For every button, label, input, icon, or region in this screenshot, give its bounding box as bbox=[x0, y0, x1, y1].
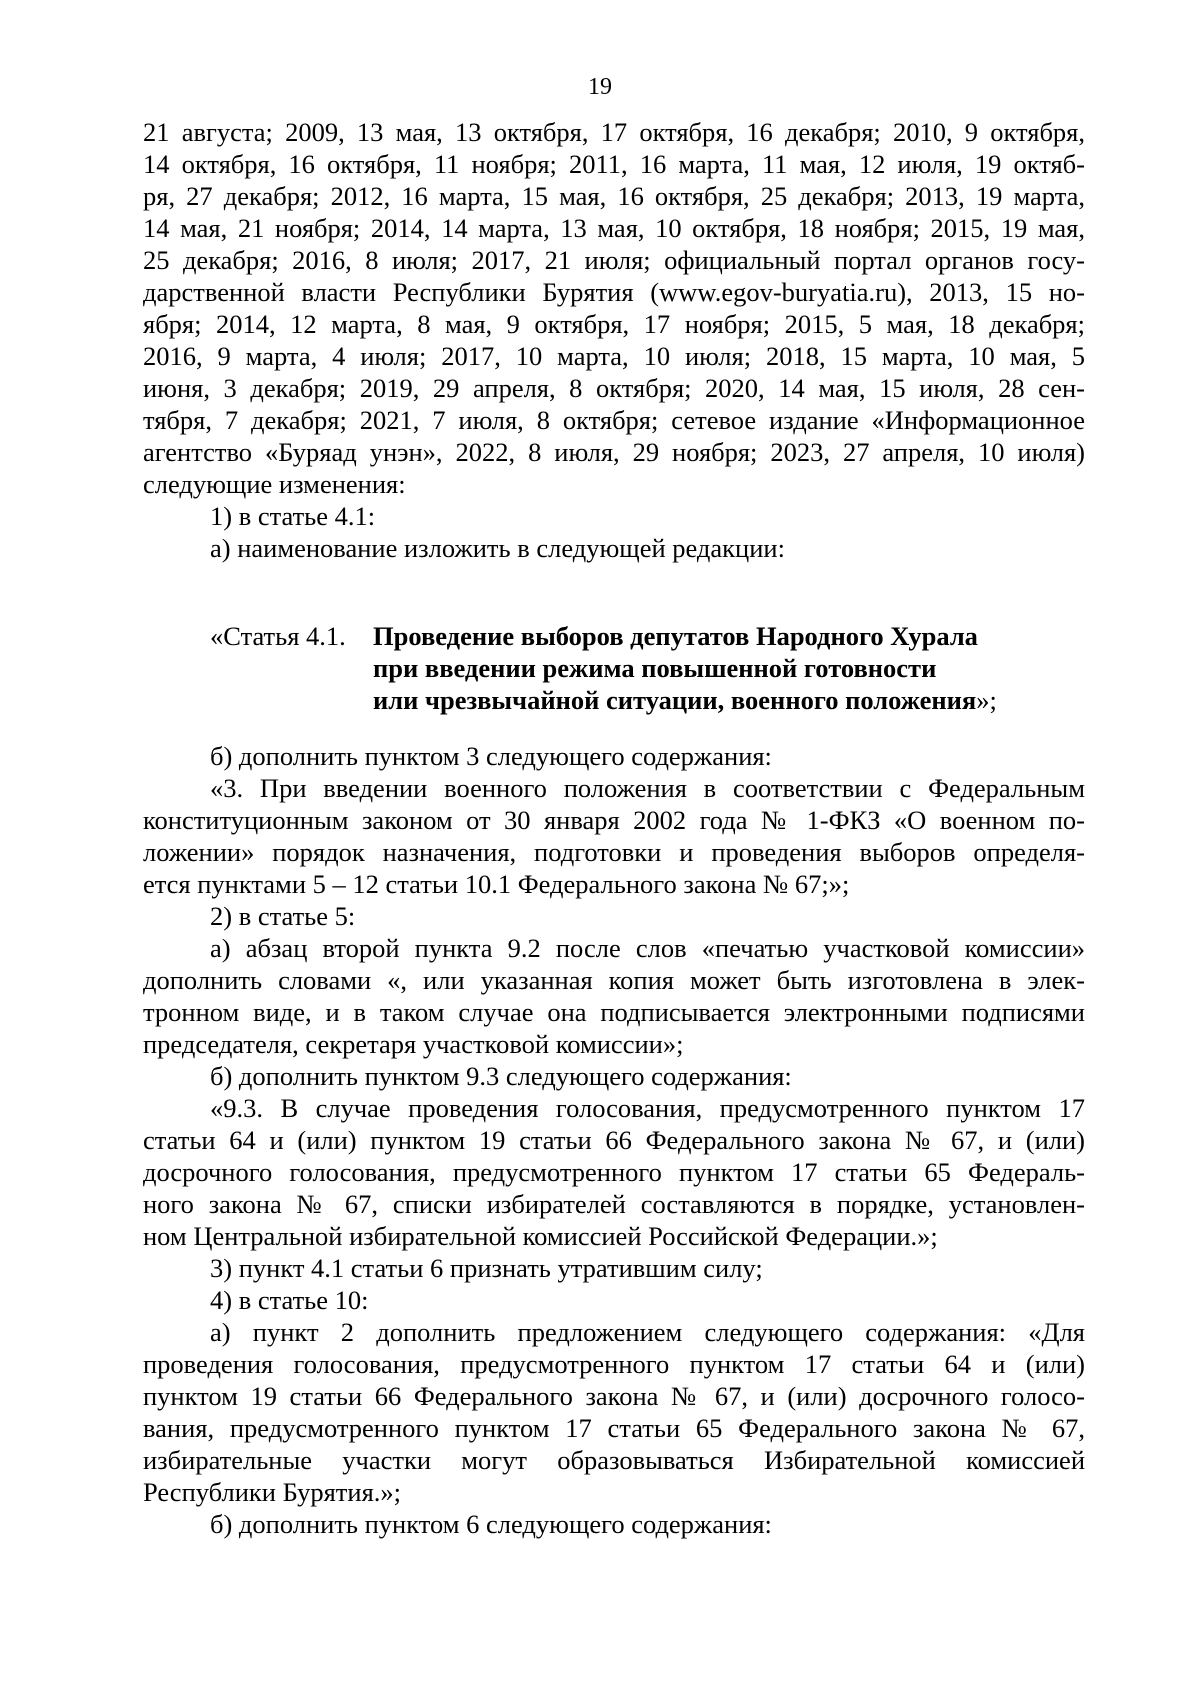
text-line: ября; 2014, 12 марта, 8 мая, 9 октября, 17 ноября; 2015, 5 мая, 18 декабря; bbox=[143, 309, 1085, 339]
text-line: июня, 3 декабря; 2019, 29 апреля, 8 октября; 2020, 14 мая, 15 июля, 28 сен- bbox=[143, 373, 1085, 403]
text-line: 25 декабря; 2016, 8 июля; 2017, 21 июля; официальный портал органов госу- bbox=[143, 245, 1085, 275]
text-line: 14 октября, 16 октября, 11 ноября; 2011, 16 марта, 11 мая, 12 июля, 19 октяб- bbox=[143, 149, 1085, 179]
text-line: тября, 7 декабря; 2021, 7 июля, 8 октября; сетевое издание «Информационное bbox=[143, 405, 1085, 435]
text-line: конституционным законом от 30 января 2002 года № 1-ФКЗ «О военном по- bbox=[143, 805, 1085, 835]
text-line: дополнить словами «, или указанная копия может быть изготовлена в элек- bbox=[143, 965, 1085, 995]
article-title-tail: »; bbox=[976, 685, 997, 715]
text-line: ного закона № 67, списки избирателей составляются в порядке, установлен- bbox=[143, 1189, 1085, 1219]
text-line: б) дополнить пунктом 9.3 следующего содержания: bbox=[210, 1061, 792, 1091]
text-line: 21 августа; 2009, 13 мая, 13 октября, 17 октября, 16 декабря; 2010, 9 октября, bbox=[143, 117, 1085, 147]
text-line: 2) в статье 5: bbox=[210, 901, 356, 931]
text-line: «3. При введении военного положения в соответствии с Федеральным bbox=[210, 773, 1085, 803]
text-line: досрочного голосования, предусмотренного пунктом 17 статьи 65 Федераль- bbox=[143, 1157, 1085, 1187]
text-line: ложении» порядок назначения, подготовки и проведения выборов определя- bbox=[143, 837, 1085, 867]
text-line: агентство «Буряад унэн», 2022, 8 июля, 29 ноября; 2023, 27 апреля, 10 июля) bbox=[143, 437, 1085, 467]
text-line: б) дополнить пунктом 6 следующего содержания: bbox=[210, 1509, 772, 1539]
text-line: 2016, 9 марта, 4 июля; 2017, 10 марта, 10 июля; 2018, 15 марта, 10 мая, 5 bbox=[143, 341, 1085, 371]
text-line: избирательные участки могут образовываться Избирательной комиссией bbox=[143, 1445, 1085, 1475]
text-line: проведения голосования, предусмотренного пунктом 17 статьи 64 и (или) bbox=[143, 1349, 1085, 1379]
text-line: председателя, секретаря участковой комиссии»; bbox=[143, 1029, 684, 1059]
text-line: ется пунктами 5 – 12 статьи 10.1 Федерального закона № 67;»; bbox=[143, 869, 850, 899]
text-line: пунктом 19 статьи 66 Федерального закона № 67, и (или) досрочного голосо- bbox=[143, 1381, 1085, 1411]
article-number: «Статья 4.1. bbox=[210, 621, 346, 651]
text-line: 14 мая, 21 ноября; 2014, 14 марта, 13 мая, 10 октября, 18 ноября; 2015, 19 мая, bbox=[143, 213, 1085, 243]
article-title-line bbox=[373, 684, 997, 716]
text-line: следующие изменения: bbox=[143, 469, 406, 499]
article-title-line: при введении режима повышенной готовности bbox=[373, 653, 937, 683]
text-line: а) наименование изложить в следующей редакции: bbox=[210, 533, 785, 563]
article-title-text: или чрезвычайной ситуации, военного положения bbox=[373, 685, 977, 715]
text-line: Республики Бурятия.»; bbox=[143, 1477, 401, 1507]
article-title-line: Проведение выборов депутатов Народного Хурала bbox=[373, 621, 978, 651]
text-line: вания, предусмотренного пунктом 17 статьи 65 Федерального закона № 67, bbox=[143, 1413, 1085, 1443]
text-line: 1) в статье 4.1: bbox=[210, 501, 376, 531]
text-line: 4) в статье 10: bbox=[210, 1285, 369, 1315]
text-line: статьи 64 и (или) пунктом 19 статьи 66 Федерального закона № 67, и (или) bbox=[143, 1125, 1085, 1155]
page-number: 19 bbox=[588, 74, 612, 100]
text-line: тронном виде, и в таком случае она подписывается электронными подписями bbox=[143, 997, 1085, 1027]
text-line: б) дополнить пунктом 3 следующего содержания: bbox=[210, 741, 772, 771]
text-line: «9.3. В случае проведения голосования, предусмотренного пунктом 17 bbox=[210, 1093, 1085, 1123]
text-line: ном Центральной избирательной комиссией Российской Федерации.»; bbox=[143, 1221, 938, 1251]
text-line: ря, 27 декабря; 2012, 16 марта, 15 мая, 16 октября, 25 декабря; 2013, 19 марта, bbox=[143, 181, 1085, 211]
text-line: а) пункт 2 дополнить предложением следующего содержания: «Для bbox=[210, 1317, 1085, 1347]
text-line: а) абзац второй пункта 9.2 после слов «печатью участковой комиссии» bbox=[210, 933, 1085, 963]
text-line: 3) пункт 4.1 статьи 6 признать утратившим силу; bbox=[210, 1253, 763, 1283]
text-line: дарственной власти Республики Бурятия (www.egov-buryatia.ru), 2013, 15 но- bbox=[143, 277, 1085, 307]
